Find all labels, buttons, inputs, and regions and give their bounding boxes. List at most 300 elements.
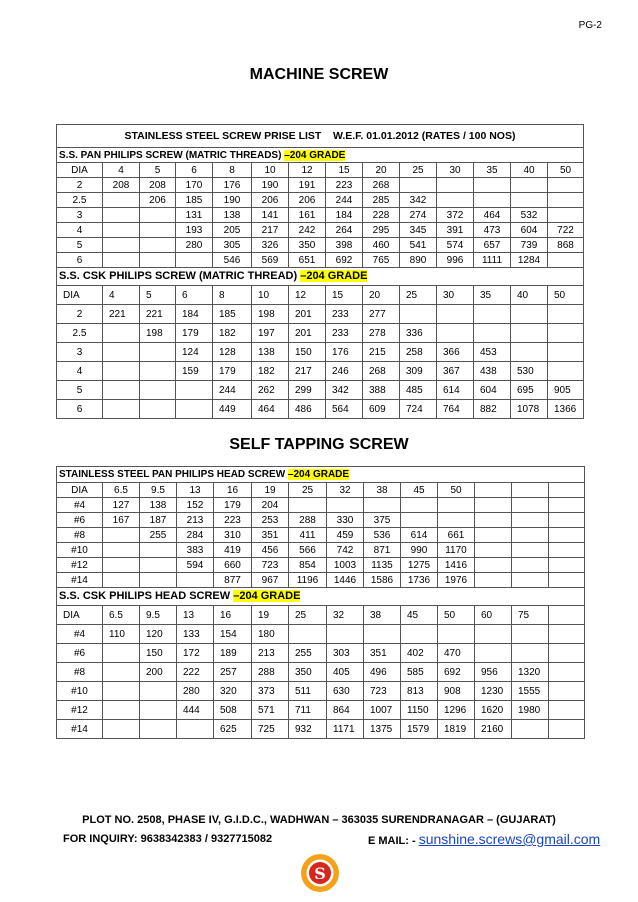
price-cell: 764 <box>437 400 474 419</box>
price-cell: 303 <box>327 644 364 663</box>
table-row <box>57 381 584 400</box>
price-cell <box>140 362 176 381</box>
price-cell: 277 <box>363 305 400 324</box>
price-cell: 150 <box>289 343 326 362</box>
price-cell: 268 <box>363 362 400 381</box>
price-cell: 288 <box>289 513 327 528</box>
price-cell <box>103 343 140 362</box>
price-cell <box>103 682 140 701</box>
price-cell: 695 <box>511 381 548 400</box>
column-header-cell: 8 <box>213 286 252 305</box>
price-cell <box>548 324 584 343</box>
column-header-cell: DIA <box>57 483 103 498</box>
price-cell: 187 <box>140 513 177 528</box>
price-cell: 131 <box>176 208 213 223</box>
price-cell <box>475 558 512 573</box>
price-cell <box>103 193 140 208</box>
grade-badge: –204 GRADE <box>233 590 301 602</box>
price-cell: 1296 <box>438 701 475 720</box>
column-header-cell: DIA <box>57 606 103 625</box>
column-header-cell: 20 <box>363 286 400 305</box>
price-cell: 660 <box>214 558 252 573</box>
price-cell: 280 <box>176 238 213 253</box>
price-cell <box>140 208 176 223</box>
price-cell: 1171 <box>327 720 364 739</box>
table-header-row <box>57 606 585 625</box>
price-cell: 967 <box>252 573 289 588</box>
price-cell: 284 <box>177 528 214 543</box>
price-cell <box>140 238 176 253</box>
email-link[interactable]: sunshine.screws@gmail.com <box>418 831 601 847</box>
price-cell: 128 <box>213 343 252 362</box>
csk-philips-head-rows <box>57 606 585 739</box>
column-header-cell: 25 <box>400 163 437 178</box>
price-cell: 1366 <box>548 400 584 419</box>
price-cell: 398 <box>326 238 363 253</box>
price-cell <box>140 558 177 573</box>
price-cell <box>400 178 437 193</box>
price-cell <box>549 720 585 739</box>
column-header-cell: 25 <box>289 606 327 625</box>
price-cell <box>475 573 512 588</box>
table-row <box>57 543 585 558</box>
price-cell <box>140 701 177 720</box>
price-cell <box>549 573 585 588</box>
price-cell: 692 <box>438 663 475 682</box>
price-cell: 295 <box>363 223 400 238</box>
price-cell <box>548 178 584 193</box>
price-cell: 185 <box>213 305 252 324</box>
price-cell <box>549 528 585 543</box>
column-header-cell: 50 <box>548 163 584 178</box>
price-cell <box>512 625 549 644</box>
table-row <box>57 513 585 528</box>
price-cell: 201 <box>289 305 326 324</box>
price-cell <box>103 663 140 682</box>
column-header-cell: 6 <box>176 163 213 178</box>
price-cell <box>475 625 512 644</box>
price-cell <box>549 498 585 513</box>
price-cell: 485 <box>400 381 437 400</box>
price-cell: 205 <box>213 223 252 238</box>
table-row <box>57 663 585 682</box>
column-header-cell: 25 <box>400 286 437 305</box>
table-row <box>57 625 585 644</box>
column-header-cell <box>475 483 512 498</box>
price-cell <box>103 558 140 573</box>
price-cell: 585 <box>401 663 438 682</box>
column-header-cell: 19 <box>252 483 289 498</box>
table-header-row <box>57 286 584 305</box>
price-cell: 213 <box>177 513 214 528</box>
table-row <box>57 193 584 208</box>
dia-cell: #10 <box>57 543 103 558</box>
table-row <box>57 208 584 223</box>
price-cell: 405 <box>327 663 364 682</box>
price-cell: 373 <box>252 682 289 701</box>
price-cell: 124 <box>176 343 213 362</box>
price-cell <box>140 343 176 362</box>
price-cell: 609 <box>363 400 400 419</box>
price-cell: 191 <box>289 178 326 193</box>
price-cell: 262 <box>252 381 289 400</box>
price-cell: 496 <box>364 663 401 682</box>
dia-cell: 6 <box>57 253 103 268</box>
price-cell <box>438 513 475 528</box>
price-cell: 1320 <box>512 663 549 682</box>
table-row <box>57 558 585 573</box>
price-cell: 167 <box>103 513 140 528</box>
price-cell: 449 <box>213 400 252 419</box>
price-cell: 854 <box>289 558 327 573</box>
price-cell: 742 <box>327 543 364 558</box>
price-cell: 460 <box>363 238 400 253</box>
price-cell: 110 <box>103 625 140 644</box>
price-cell: 564 <box>326 400 363 419</box>
price-cell: 871 <box>364 543 401 558</box>
price-cell: 1980 <box>512 701 549 720</box>
pan-philips-head-section-label: STAINLESS STEEL PAN PHILIPS HEAD SCREW –204 GRADE <box>57 467 585 483</box>
price-cell: 1819 <box>438 720 475 739</box>
price-cell <box>549 663 585 682</box>
price-cell: 661 <box>438 528 475 543</box>
table-row <box>57 720 585 739</box>
price-cell: 456 <box>252 543 289 558</box>
column-header-cell: 60 <box>475 606 512 625</box>
column-header-cell: 13 <box>177 606 214 625</box>
price-cell: 438 <box>474 362 511 381</box>
price-cell <box>103 720 140 739</box>
price-cell <box>549 513 585 528</box>
column-header-cell: 15 <box>326 163 363 178</box>
price-cell <box>512 720 549 739</box>
column-header-cell <box>549 606 585 625</box>
price-cell: 574 <box>437 238 474 253</box>
price-cell: 473 <box>474 223 511 238</box>
column-header-cell: 9.5 <box>140 483 177 498</box>
table-row <box>57 682 585 701</box>
price-cell: 1275 <box>401 558 438 573</box>
price-cell <box>103 381 140 400</box>
price-cell: 189 <box>214 644 252 663</box>
price-cell: 190 <box>252 178 289 193</box>
price-cell <box>512 558 549 573</box>
dia-cell: #12 <box>57 701 103 720</box>
dia-cell: #14 <box>57 720 103 739</box>
price-cell <box>548 193 584 208</box>
price-cell <box>140 573 177 588</box>
column-header-cell: 30 <box>437 286 474 305</box>
price-cell: 299 <box>289 381 326 400</box>
price-cell: 176 <box>326 343 363 362</box>
price-cell <box>512 513 549 528</box>
price-cell: 345 <box>400 223 437 238</box>
table-row <box>57 400 584 419</box>
price-cell <box>103 573 140 588</box>
price-cell: 288 <box>252 663 289 682</box>
column-header-cell: 40 <box>511 163 548 178</box>
column-header-cell: 35 <box>474 163 511 178</box>
price-cell: 184 <box>326 208 363 223</box>
price-cell: 1150 <box>401 701 438 720</box>
dia-cell: 6 <box>57 400 103 419</box>
price-cell <box>289 498 327 513</box>
price-cell: 233 <box>326 305 363 324</box>
price-cell <box>475 528 512 543</box>
price-cell: 172 <box>177 644 214 663</box>
price-cell: 198 <box>252 305 289 324</box>
price-cell: 217 <box>252 223 289 238</box>
price-cell <box>103 238 140 253</box>
price-cell <box>549 701 585 720</box>
column-header-cell <box>549 483 585 498</box>
column-header-cell: 6.5 <box>103 606 140 625</box>
dia-cell: #4 <box>57 625 103 644</box>
column-header-cell: DIA <box>57 286 103 305</box>
price-cell: 1111 <box>474 253 511 268</box>
price-cell: 223 <box>326 178 363 193</box>
column-header-cell: 38 <box>364 483 401 498</box>
price-cell <box>327 498 364 513</box>
price-cell <box>549 543 585 558</box>
price-cell: 614 <box>437 381 474 400</box>
price-cell: 1170 <box>438 543 475 558</box>
footer-address: PLOT NO. 2508, PHASE IV, G.I.D.C., WADHWAN – 363035 SURENDRANAGAR – (GUJARAT) <box>82 814 556 826</box>
price-cell: 990 <box>401 543 438 558</box>
table-row <box>57 305 584 324</box>
price-cell: 244 <box>213 381 252 400</box>
table-row <box>57 528 585 543</box>
price-cell: 546 <box>213 253 252 268</box>
price-cell: 330 <box>327 513 364 528</box>
price-cell: 198 <box>140 324 176 343</box>
price-cell: 511 <box>289 682 327 701</box>
column-header-cell: 75 <box>512 606 549 625</box>
price-cell: 336 <box>400 324 437 343</box>
price-cell <box>364 498 401 513</box>
price-cell: 1230 <box>475 682 512 701</box>
price-cell: 1555 <box>512 682 549 701</box>
grade-badge: –204 GRADE <box>287 469 350 480</box>
price-cell: 1196 <box>289 573 327 588</box>
price-cell <box>437 324 474 343</box>
self-tapping-screw-price-table <box>56 466 585 739</box>
price-cell: 1007 <box>364 701 401 720</box>
price-cell: 1416 <box>438 558 475 573</box>
dia-cell: 5 <box>57 238 103 253</box>
price-cell: 1135 <box>364 558 401 573</box>
price-cell: 1620 <box>475 701 512 720</box>
dia-cell: 2.5 <box>57 193 103 208</box>
price-cell: 908 <box>438 682 475 701</box>
price-cell: 326 <box>252 238 289 253</box>
price-cell <box>103 208 140 223</box>
column-header-cell: 19 <box>252 606 289 625</box>
price-cell <box>512 543 549 558</box>
price-cell: 350 <box>289 238 326 253</box>
price-cell: 204 <box>252 498 289 513</box>
price-cell: 388 <box>363 381 400 400</box>
price-cell: 159 <box>176 362 213 381</box>
company-logo <box>300 853 340 893</box>
table-row <box>57 223 584 238</box>
price-cell: 464 <box>252 400 289 419</box>
price-cell <box>475 543 512 558</box>
price-cell <box>511 193 548 208</box>
price-cell: 536 <box>364 528 401 543</box>
price-cell: 877 <box>214 573 252 588</box>
price-cell: 723 <box>364 682 401 701</box>
table-row <box>57 701 585 720</box>
price-cell: 411 <box>289 528 327 543</box>
price-cell <box>511 178 548 193</box>
column-header-cell: 32 <box>327 483 364 498</box>
price-cell: 453 <box>474 343 511 362</box>
price-cell: 724 <box>400 400 437 419</box>
column-header-cell: 35 <box>474 286 511 305</box>
price-cell <box>401 498 438 513</box>
column-header-cell: 16 <box>214 606 252 625</box>
price-cell <box>401 625 438 644</box>
price-cell <box>475 513 512 528</box>
price-cell: 1284 <box>511 253 548 268</box>
price-cell: 1003 <box>327 558 364 573</box>
price-cell: 120 <box>140 625 177 644</box>
price-cell: 320 <box>214 682 252 701</box>
csk-philips-head-section-label: S.S. CSK PHILIPS HEAD SCREW –204 GRADE <box>57 588 585 606</box>
column-header-cell: 5 <box>140 286 176 305</box>
column-header-cell: 45 <box>401 606 438 625</box>
table-row <box>57 362 584 381</box>
column-header-cell: 45 <box>401 483 438 498</box>
price-cell: 258 <box>400 343 437 362</box>
price-cell <box>364 625 401 644</box>
price-cell <box>549 682 585 701</box>
price-cell <box>103 400 140 419</box>
price-cell: 367 <box>437 362 474 381</box>
price-cell <box>176 253 213 268</box>
column-header-cell: 16 <box>214 483 252 498</box>
column-header-cell: 20 <box>363 163 400 178</box>
column-header-cell: 4 <box>103 163 140 178</box>
table-row <box>57 343 584 362</box>
price-cell: 274 <box>400 208 437 223</box>
dia-cell: #8 <box>57 663 103 682</box>
table-row <box>57 644 585 663</box>
dia-cell: #10 <box>57 682 103 701</box>
price-cell: 614 <box>401 528 438 543</box>
price-cell <box>512 644 549 663</box>
price-cell: 725 <box>252 720 289 739</box>
price-cell: 228 <box>363 208 400 223</box>
price-cell: 193 <box>176 223 213 238</box>
dia-cell: 5 <box>57 381 103 400</box>
price-cell: 419 <box>214 543 252 558</box>
price-cell: 233 <box>326 324 363 343</box>
price-cell: 566 <box>289 543 327 558</box>
price-cell <box>140 253 176 268</box>
price-cell: 402 <box>401 644 438 663</box>
price-cell: 342 <box>400 193 437 208</box>
price-cell: 444 <box>177 701 214 720</box>
column-header-cell <box>512 483 549 498</box>
price-cell <box>103 528 140 543</box>
price-cell: 154 <box>214 625 252 644</box>
logo-letter: S <box>314 864 326 883</box>
price-cell <box>548 208 584 223</box>
dia-cell: #8 <box>57 528 103 543</box>
price-cell <box>512 528 549 543</box>
price-cell: 868 <box>548 238 584 253</box>
price-cell <box>437 178 474 193</box>
price-cell <box>401 513 438 528</box>
price-cell: 882 <box>474 400 511 419</box>
price-cell: 375 <box>364 513 401 528</box>
section-title-self-tapping-screw: SELF TAPPING SCREW <box>229 436 409 453</box>
table-row <box>57 178 584 193</box>
price-cell: 890 <box>400 253 437 268</box>
price-cell: 280 <box>177 682 214 701</box>
price-cell: 255 <box>289 644 327 663</box>
price-cell: 956 <box>475 663 512 682</box>
price-cell <box>177 573 214 588</box>
price-cell: 309 <box>400 362 437 381</box>
price-cell: 197 <box>252 324 289 343</box>
price-cell: 179 <box>214 498 252 513</box>
price-cell: 201 <box>289 324 326 343</box>
price-cell: 208 <box>103 178 140 193</box>
dia-cell: 2 <box>57 178 103 193</box>
column-header-cell: 50 <box>438 483 475 498</box>
grade-badge: –204 GRADE <box>284 149 346 161</box>
price-cell <box>438 498 475 513</box>
dia-cell: #12 <box>57 558 103 573</box>
column-header-cell: 13 <box>177 483 214 498</box>
price-cell: 222 <box>177 663 214 682</box>
dia-cell: 4 <box>57 223 103 238</box>
price-cell: 221 <box>103 305 140 324</box>
price-cell: 486 <box>289 400 326 419</box>
column-header-cell: 50 <box>548 286 584 305</box>
price-cell <box>103 253 140 268</box>
footer-email-line: E MAIL: - sunshine.screws@gmail.com <box>368 831 601 847</box>
price-cell: 138 <box>140 498 177 513</box>
price-cell <box>437 193 474 208</box>
price-cell: 152 <box>177 498 214 513</box>
price-cell: 305 <box>213 238 252 253</box>
price-cell: 711 <box>289 701 327 720</box>
price-cell: 765 <box>363 253 400 268</box>
dia-cell: 4 <box>57 362 103 381</box>
price-cell <box>103 362 140 381</box>
price-list-title: STAINLESS STEEL SCREW PRISE LIST W.E.F. 01.01.2012 (RATES / 100 NOS) <box>57 125 584 148</box>
price-cell <box>140 381 176 400</box>
price-cell <box>475 644 512 663</box>
price-cell <box>511 343 548 362</box>
table-row <box>57 253 584 268</box>
price-cell <box>549 558 585 573</box>
price-cell: 372 <box>437 208 474 223</box>
price-cell: 905 <box>548 381 584 400</box>
price-cell: 1446 <box>327 573 364 588</box>
price-cell: 1736 <box>401 573 438 588</box>
price-cell: 1586 <box>364 573 401 588</box>
price-cell: 180 <box>252 625 289 644</box>
price-cell: 184 <box>176 305 213 324</box>
dia-cell: 2.5 <box>57 324 103 343</box>
price-cell: 246 <box>326 362 363 381</box>
price-cell: 206 <box>252 193 289 208</box>
